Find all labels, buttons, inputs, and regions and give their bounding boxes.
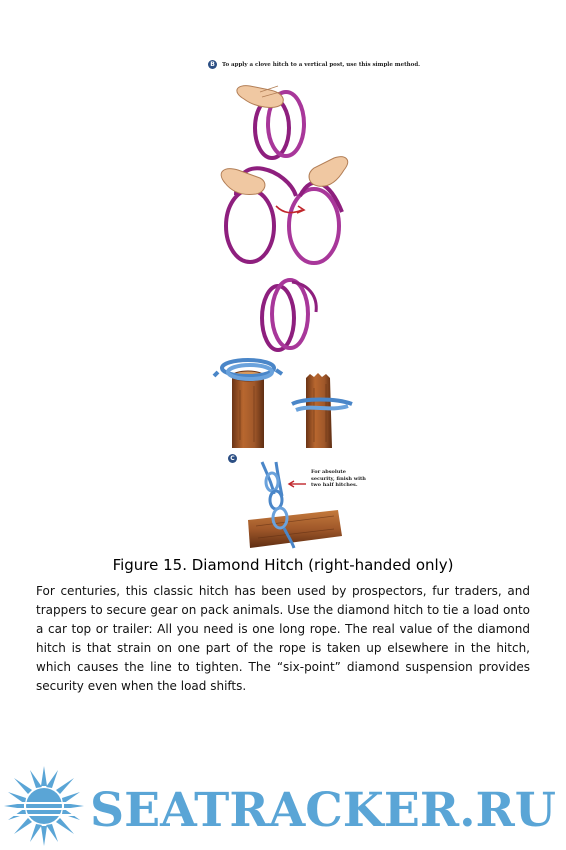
- coils-in-hand: [237, 86, 304, 158]
- watermark-text: SEATRACKER.RU: [90, 783, 556, 838]
- post-loops-on-top: [214, 360, 282, 448]
- step-b-text: To apply a clove hitch to a vertical post, use this simple method.: [222, 61, 421, 68]
- step-c-note: For absolute security, finish with two half hitches.: [311, 469, 366, 488]
- two-loops-with-hands: [221, 157, 347, 263]
- post-clove-hitch: [292, 373, 352, 448]
- sun-icon: [0, 766, 88, 846]
- watermark: [0, 764, 566, 850]
- body-paragraph: For centuries, this classic hitch has been used by prospectors, fur traders, and trappers to secure gear on pack animals. Use the diamond hitch to tie a load onto a car top or trailer: All you need is one long rope. The real value of the diamond hitch is that strain on one part of the rope is taken up elsewhere in the hitch, which causes the line to tighten. The “six-point” diamond suspension provides security even when the load shifts.: [36, 584, 530, 693]
- figure-caption: Figure 15. Diamond Hitch (right-handed only): [112, 556, 454, 574]
- step-c-label: [228, 454, 237, 463]
- step-c-badge: C: [228, 454, 237, 463]
- stacked-loops: [262, 280, 316, 350]
- step-b-badge: B: [208, 60, 217, 69]
